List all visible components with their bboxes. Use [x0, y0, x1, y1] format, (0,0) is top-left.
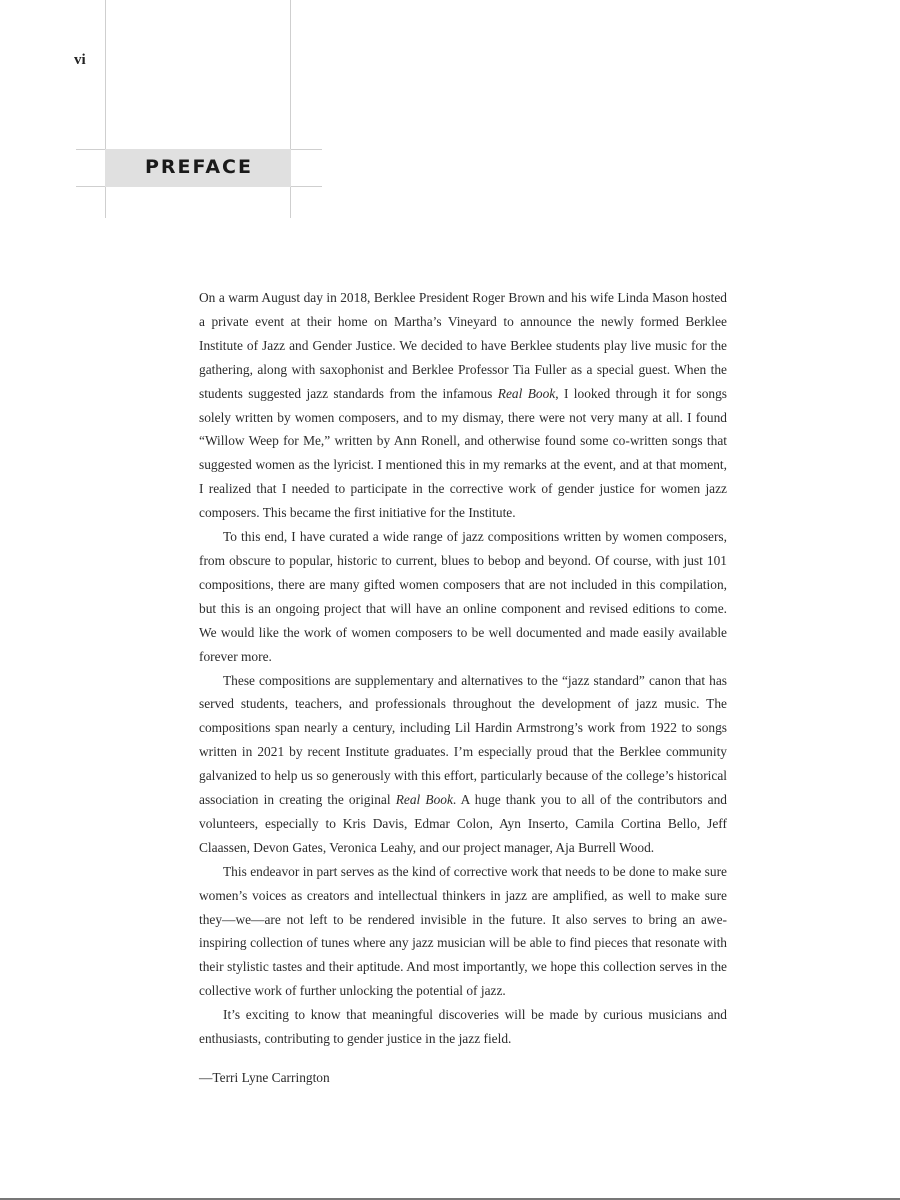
paragraph-1-part-1: On a warm August day in 2018, Berklee President Roger Brown and his wife Linda Mason hosted a private event at their home on Martha’s Vineyard to announce the newly formed Berklee Institute of Jazz and Gender Justice. We decided to have Berklee students play live music for the gathering, along with saxophonist and Berklee Professor Tia Fuller as a special guest. When the students suggested jazz standards from the infamous: [199, 290, 727, 401]
paragraph-4-text: This endeavor in part serves as the kind of corrective work that needs to be done to make sure women’s voices as creators and intellectual thinkers in jazz are amplified, as well to make sure they—we—are not left to be rendered invisible in the future. It also serves to bring an awe-inspiring collection of tunes where any jazz musician will be able to find pieces that resonate with their stylistic tastes and their aptitude. And most importantly, we hope this collection serves in the collective work of further unlocking the potential of jazz.: [199, 863, 727, 999]
paragraph-5: [199, 1003, 727, 1051]
page-number: vi: [74, 52, 86, 68]
book-title-real-book: Real Book: [395, 792, 453, 808]
paragraph-3-part-1: These compositions are supplementary and alternatives to the “jazz standard” canon that has served students, teachers, and professionals throughout the development of jazz music. The compositions span nearly a century, including Lil Hardin Armstrong’s work from 1922 to songs written in 2021 by recent Institute graduates. I’m especially proud that the Berklee community galvanized to help us so generously with this effort, particularly because of the college’s historical association in creating the original: [199, 672, 727, 808]
paragraph-2: [199, 525, 727, 668]
paragraph-1: [199, 286, 727, 525]
paragraph-2-text: To this end, I have curated a wide range of jazz compositions written by women composers, from obscure to popular, historic to current, blues to bebop and beyond. Of course, with just 101 compositions, there are many gifted women composers that are not included in this compilation, but this is an ongoing project that will have an online component and revised editions to come. We would like the work of women composers to be well documented and made easily available forever more.: [199, 529, 727, 664]
body-text: [199, 286, 727, 1090]
page-heading: PREFACE: [145, 156, 253, 178]
paragraph-4: [199, 860, 727, 1003]
book-title-real-book: Real Book: [497, 385, 556, 401]
paragraph-3: [199, 669, 727, 860]
paragraph-1-part-3: , I looked through it for songs solely written by women composers, and to my dismay, there were not very many at all. I found “Willow Weep for Me,” written by Ann Ronell, and otherwise found some co-written songs that suggested women as the lyricist. I mentioned this in my remarks at the event, and at that moment, I realized that I needed to participate in the corrective work of gender justice for women jazz composers. This became the first initiative for the Institute.: [199, 385, 728, 521]
paragraph-3-part-3: . A huge thank you to all of the contributors and volunteers, especially to Kris Davis, Edmar Colon, Ayn Inserto, Camila Cortina Bello, Jeff Claassen, Devon Gates, Veronica Leahy, and our project manager, Aja Burrell Wood.: [199, 792, 727, 855]
paragraph-5-text: It’s exciting to know that meaningful discoveries will be made by curious musicians and enthusiasts, contributing to gender justice in the jazz field.: [199, 1007, 727, 1047]
signature: —Terri Lyne Carrington: [199, 1070, 330, 1085]
